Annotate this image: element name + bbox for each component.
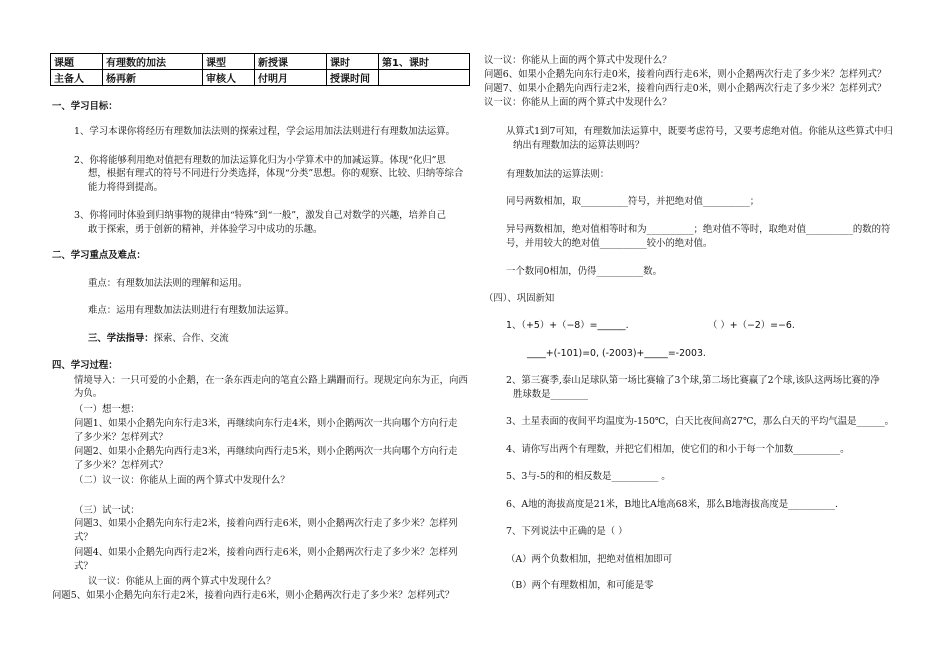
goal-2-line1: 2、你将能够利用绝对值把有理数的加法运算化归为小学算术中的加减运算。体现“化归”思 <box>74 155 446 166</box>
summary-line2: 纳出有理数加法的运算法则吗？ <box>513 140 645 151</box>
cell-reviewer-label: 审核人 <box>203 70 255 86</box>
try-heading: （三）试一试： <box>74 505 140 516</box>
discuss-prompt-right-1: 议一议：你能从上面的两个算式中发现什么？ <box>484 55 672 66</box>
cell-type-label: 课型 <box>203 54 255 70</box>
method-label: 三、学法指导： <box>88 333 154 344</box>
section-title-process: 四、学习过程： <box>52 360 118 371</box>
question-2-line1: 问题2、如果小企鹅先向西行走3米，再继续向西行走5米，则小企鹅两次一共向哪个方向行走 <box>74 446 458 457</box>
exercise-5: 5、3与-5的和的相反数是__________ 。 <box>506 471 671 482</box>
exercise-1a: 1、（+5）+（−8）=______. <box>506 320 629 331</box>
rule-same-sign: 同号两数相加，取__________符号，并把绝对值__________； <box>506 196 760 207</box>
section-title-key-points: 二、学习重点及难点： <box>52 250 146 261</box>
rule-title: 有理数加法的运算法则： <box>506 169 610 180</box>
difficult-point: 难点：运用有理数加法法则进行有理数加法运算。 <box>88 305 295 316</box>
goal-3-line2: 敢于探索，勇于创新的精神，并体验学习中成功的乐趣。 <box>88 224 323 235</box>
cell-topic-label: 课题 <box>51 54 103 70</box>
cell-period-value: 第1、课时 <box>379 54 470 70</box>
cell-preparer-value: 杨再新 <box>103 70 203 86</box>
lesson-info-row <box>51 54 470 70</box>
cell-period-label: 课时 <box>327 54 379 70</box>
goal-2-line3: 能力将得到提高。 <box>88 182 164 193</box>
question-3-line2: 式？ <box>74 532 93 543</box>
goal-2-line2: 想，根据有理式的符号不同进行分类选择，体现“分类”思想。你的观察、比较、归纳等综合 <box>88 168 464 179</box>
cell-topic-value: 有理数的加法 <box>103 54 203 70</box>
rule-diff-sign-line2: 号，并用较大的绝对值__________较小的绝对值。 <box>506 238 713 249</box>
exercise-1b: （ ）+（−2）=−6. <box>708 320 795 331</box>
option-a: （A）两个负数相加，把绝对值相加即可 <box>506 554 673 565</box>
exercise-1c: ____+(-101)=0, (-2003)+_____=-2003. <box>527 348 706 359</box>
intro-line2: 为负。 <box>74 388 103 399</box>
method-text: 探索、合作、交流 <box>153 333 229 344</box>
question-1-line1: 问题1、如果小企鹅先向东行走3米，再继续向东行走4米，则小企鹅两次一共向哪个方向行走 <box>74 418 458 429</box>
question-7: 问题7、如果小企鹅先向西行走2米，接着向西行走0米，则小企鹅两次行走了多少米？怎样列式？ <box>484 83 887 94</box>
cell-type-value: 新授课 <box>255 54 327 70</box>
exercise-7: 7、下列说法中正确的是（ ） <box>506 526 628 537</box>
discuss-heading: （二）议一议：你能从上面的两个算式中发现什么？ <box>74 475 290 486</box>
discuss-prompt-right-2: 议一议：你能从上面的两个算式中发现什么？ <box>484 97 672 108</box>
discuss-prompt: 议一议：你能从上面的两个算式中发现什么？ <box>88 576 276 587</box>
cell-teach-time-value <box>379 70 470 86</box>
method-guidance <box>88 333 229 345</box>
question-1-line2: 了多少米？怎样列式？ <box>74 432 168 443</box>
cell-teach-time-label: 授课时间 <box>327 70 379 86</box>
question-2-line2: 了多少米？怎样列式？ <box>74 460 168 471</box>
question-5: 问题5、如果小企鹅先向东行走2米，接着向西行走6米，则小企鹅两次行走了多少米？怎样列式？ <box>52 590 455 601</box>
exercise-2-line1: 2、第三赛季,泰山足球队第一场比赛输了3个球,第二场比赛赢了2个球,该队这两场比赛的净 <box>506 375 880 386</box>
rule-diff-sign-line1: 异号两数相加，绝对值相等时和为__________；绝对值不等时，取绝对值__________的数的符 <box>506 224 891 235</box>
key-point: 重点：有理数加法法则的理解和运用。 <box>88 278 248 289</box>
cell-reviewer-value: 付明月 <box>255 70 327 86</box>
question-4-line1: 问题4、如果小企鹅先向西行走2米，接着向西行走6米，则小企鹅两次行走了多少米？怎样列 <box>74 547 458 558</box>
lesson-info-row <box>51 70 470 86</box>
cell-preparer-label: 主备人 <box>51 70 103 86</box>
rule-zero: 一个数同0相加，仍得__________数。 <box>506 266 662 277</box>
think-heading: （一）想一想： <box>74 404 140 415</box>
section-consolidate: （四）、巩固新知 <box>484 293 555 304</box>
question-4-line2: 式？ <box>74 561 93 572</box>
intro-line1: 情境导入：一只可爱的小企鹅，在一条东西走向的笔直公路上蹒跚而行。现规定向东为正，向西 <box>74 375 468 386</box>
exercise-3: 3、土星表面的夜间平均温度为-150℃，白天比夜间高27℃，那么白天的平均气温是______。 <box>506 416 895 427</box>
exercise-6: 6、A地的海拔高度是21米，B地比A地高68米，那么B地海拔高度是__________. <box>506 499 838 510</box>
exercise-2-line2: 胜球数是________ <box>513 389 589 400</box>
goal-3-line1: 3、你将同时体验到归纳事物的规律由“特殊”到“一般”，激发自己对数学的兴趣，培养自己 <box>74 210 447 221</box>
exercise-4: 4、请你写出两个有理数，并把它们相加，使它们的和小于每一个加数__________。 <box>506 444 850 455</box>
goal-1: 1、学习本课你将经历有理数加法法则的探索过程，学会运用加法法则进行有理数加法运算。 <box>74 126 455 137</box>
lesson-info-table <box>50 53 470 86</box>
option-b: （B）两个有理数相加，和可能是零 <box>506 580 654 591</box>
summary-line1: 从算式1到7可知，有理数加法运算中，既要考虑符号，又要考虑绝对值。你能从这些算式中归 <box>506 126 893 137</box>
question-3-line1: 问题3、如果小企鹅先向东行走2米，接着向西行走6米，则小企鹅两次行走了多少米？怎样列 <box>74 518 458 529</box>
section-title-goals: 一、学习目标： <box>52 101 118 112</box>
question-6: 问题6、如果小企鹅先向东行走0米，接着向西行走6米，则小企鹅两次行走了多少米？怎样列式？ <box>484 69 887 80</box>
